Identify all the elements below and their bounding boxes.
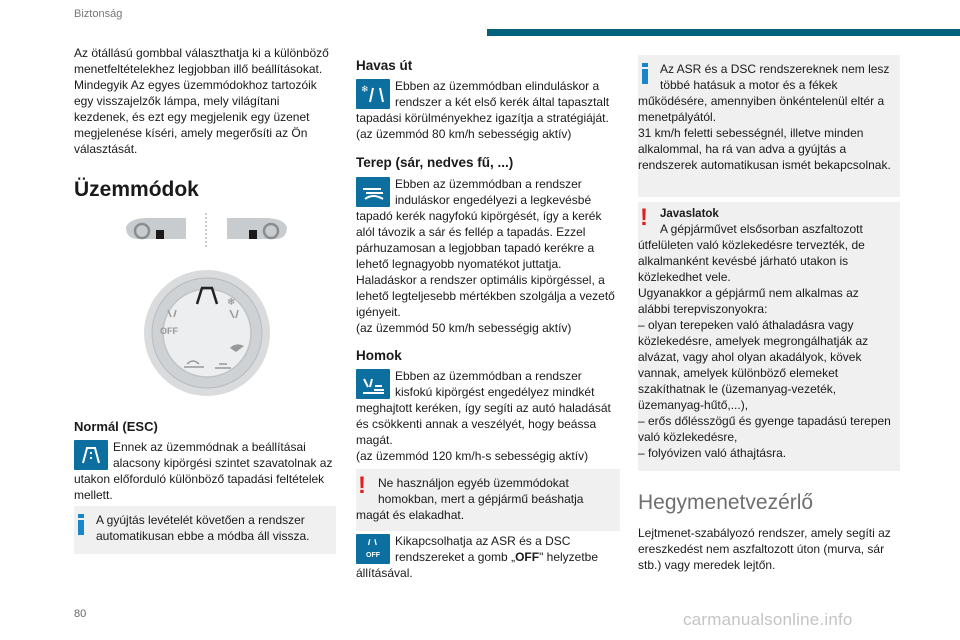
steering-wheel-positions-illustration — [124, 213, 289, 249]
info-box-asr-dsc — [638, 55, 900, 197]
mode-title-sand: Homok — [356, 348, 402, 363]
sand-mode-icon — [356, 369, 390, 399]
off-mode-text: Kikapcsolhatja az ASR és a DSC rendszereket a gomb „OFF" helyzetbe állításával. — [356, 534, 599, 580]
section-heading-hill-descent: Hegymenetvezérlő — [638, 491, 814, 514]
warning-box-sand — [356, 469, 620, 531]
sand-mode-text: Ebben az üzemmódban a rendszer kisfokú kipörgést engedélyez mindkét meghajtott keréken, így segíti az autó haladását és csökkenti annak a veszélyét, hogy beássa magát. (az üzemmód 120 km/h-s sebességig aktív) — [356, 369, 611, 463]
warning-box-recommendations — [638, 202, 900, 471]
mode-sand-block — [356, 368, 620, 464]
off-mode-icon — [356, 534, 390, 564]
mud-mode-icon — [356, 177, 390, 207]
watermark: carmanualsonline.info — [683, 610, 853, 629]
svg-text:❄: ❄ — [227, 297, 236, 308]
header-accent-bar — [487, 29, 960, 36]
dial-off-label: OFF — [160, 326, 178, 336]
mode-title-terrain: Terep (sár, nedves fű, ...) — [356, 155, 514, 170]
warning-icon: ! — [358, 472, 366, 499]
intro-paragraph: Az ötállású gombbal választhatja ki a különböző menetfeltételekhez legjobban illő beállításokat. Mindegyik Az egyes üzemmódokhoz tartozóik egy visszajelzők lámpa, mely világítani kezdenek, és ezt egy megjelenik egy üzenet megjelenése kíséri, amely megerősíti az Ön választását. — [74, 46, 329, 156]
normal-mode-icon — [74, 440, 108, 470]
normal-mode-text: Ennek az üzemmódnak a beállításai alacsony kipörgési szintet szavatolnak az utakon előforduló különböző tapadási feltételek mellett. — [74, 440, 333, 502]
warning-icon: ! — [640, 204, 648, 231]
mode-title-snow: Havas út — [356, 58, 413, 73]
page-header-label: Biztonság — [74, 8, 123, 20]
info-icon — [78, 514, 84, 535]
warning-box-recommendations-text: A gépjárművet elsősorban aszfaltozott útfelületen való közlekedésre tervezték, de alkalmanként kevésbé járható utakon is közlekedhet vele. Ugyanakkor a gépjármű nem alkalmas az alábbi terepviszonyokra: – olyan terepeken való áthaladásra vagy közlekedésre, amelyek megrongálhatják az alvázat, vagy ahol olyan akadályok, kövek vannak, amelyek különböző elemeket szakíthatnak le (üzemanyag-vezeték, üzemanyag-hűtő,...), – erős dőlésszögű és gyenge tapadású terepen való közlekedésre, – folyóvizen való áthajtásra. — [638, 222, 891, 460]
off-icon-label: OFF — [366, 552, 380, 559]
snow-mode-text: Ebben az üzemmódban elinduláskor a rendszer a két első kerék által tapasztalt tapadási körülményekhez igazítja a stratégiáját. (az üzemmód 80 km/h sebességig aktív) — [356, 79, 610, 141]
page-number: 80 — [74, 608, 87, 620]
warning-box-sand-text: Ne használjon egyéb üzemmódokat homokban, mert a gépjármű beáshatja magát és elakadhat. — [356, 476, 584, 522]
mode-title-normal: Normál (ESC) — [74, 419, 158, 434]
svg-text:❄: ❄ — [361, 85, 369, 95]
mode-terrain-block — [356, 176, 620, 336]
mode-off-block — [356, 533, 620, 581]
info-box-ignition-text: A gyújtás levételét követően a rendszer automatikusan ebbe a módba áll vissza. — [96, 513, 310, 543]
info-box-asr-dsc-text: Az ASR és a DSC rendszereknek nem lesz többé hatásuk a motor és a fékek működésére, amennyiben önkéntelenül eltér a menetpályától. 31 km/h feletti sebességnél, illetve minden alkalommal, ha rá van adva a gyújtás a rendszerek automatikusan ismét bekapcsolnak. — [638, 62, 891, 172]
info-icon — [642, 63, 648, 84]
terrain-mode-text: Ebben az üzemmódban a rendszer induláskor engedélyezi a legkevésbé tapadó kerék nagyfokú kipörgését, így a kerék alól távozik a sár és fellép a tapadás. Ezzel párhuzamosan a legjobban tapadó kerékre a lehető legnagyobb nyomatékot juttatja. Haladáskor a rendszer optimális kipörgéssel, a lehető legteljesebb mértékben szolgálja a vezető igényeit. (az üzemmód 50 km/h sebességig aktív) — [356, 177, 615, 335]
info-box-ignition — [74, 506, 336, 554]
mode-snow-block — [356, 78, 620, 142]
hill-descent-text: Lejtmenet-szabályozó rendszer, amely segíti az ereszkedést nem aszfaltozott úton (murva, sár stb.) vagy meredek lejtőn. — [638, 526, 891, 572]
mode-selector-dial-illustration — [142, 268, 272, 398]
snow-mode-icon — [356, 79, 390, 109]
warning-title: Javaslatok — [660, 208, 719, 220]
mode-normal-block — [74, 439, 336, 503]
section-heading-modes: Üzemmódok — [74, 178, 199, 201]
